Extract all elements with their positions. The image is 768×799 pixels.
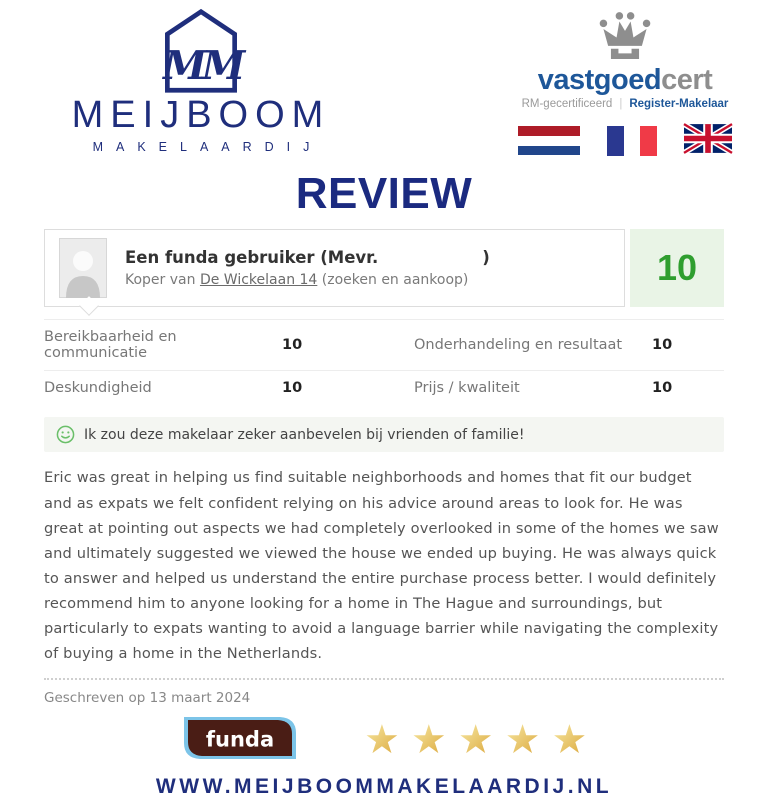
person-avatar-icon [59, 238, 107, 298]
website-url: WWW.MEIJBOOMMAKELAARDIJ.NL [155, 775, 613, 799]
meijboom-logo [36, 8, 366, 154]
uk-flag [684, 124, 732, 157]
meta-suffix: (zoeken en aankoop) [321, 272, 469, 289]
funda-logo-text: funda [205, 727, 275, 752]
rating-value: 10 [282, 337, 303, 354]
rating-item [414, 329, 724, 361]
footer-row [44, 715, 724, 765]
rating-label: Deskundigheid [44, 380, 152, 397]
funda-logo [182, 715, 298, 765]
cert-wordmark [516, 65, 734, 95]
star-rating [364, 717, 588, 764]
rating-item [414, 380, 724, 396]
cert-subtitle [516, 98, 734, 110]
house-monogram-icon [36, 8, 366, 94]
page-title: REVIEW [295, 169, 473, 219]
language-flags [516, 124, 734, 157]
cert-wordmark-secondary: cert [661, 64, 713, 96]
header [0, 0, 768, 157]
meta-prefix: Koper van [125, 272, 196, 289]
star-icon: ★ [364, 717, 400, 764]
property-link[interactable]: De Wickelaan 14 [199, 272, 318, 289]
brand-subtitle: MAKELAARDIJ [92, 140, 323, 154]
rating-item [44, 329, 354, 361]
cert-wordmark-primary: vastgoed [537, 64, 662, 96]
star-icon: ★ [410, 717, 447, 764]
star-icon: ★ [551, 717, 588, 764]
recommendation-text: Ik zou deze makelaar zeker aanbevelen bij vrienden of familie! [84, 426, 525, 443]
rating-value: 10 [652, 380, 673, 397]
star-icon: ★ [457, 717, 494, 764]
rating-table [44, 319, 724, 405]
reviewer-meta [125, 272, 490, 288]
written-date: Geschreven op 13 maart 2024 [44, 690, 251, 707]
review-body-text: Eric was great in helping us find suitable neighborhoods and homes that fit our budget and as expats we felt confident relying on his advice around areas to look for. He was great at pointing out aspects we had completely overlooked in some of the homes we saw and ultimately suggested we viewed the house we ended up buying. He was always quick to answer and helped us understand the entire purchase process better. I would definitely recommend him to anyone looking for a home in The Hague and surroundings, but particularly to expats wanting to avoid a language barrier while navigating the complexity of buying a home in the Netherlands. [44, 469, 719, 663]
reviewer-info [125, 248, 490, 288]
rating-row [44, 320, 724, 371]
reviewer-name-close: ) [482, 248, 490, 268]
crown-icon [516, 10, 734, 63]
rating-label: Bereikbaarheid en communicatie [44, 329, 177, 362]
reviewer-name [125, 248, 490, 267]
rating-row [44, 371, 724, 405]
reviewer-card [44, 229, 625, 307]
monogram-text: MM [163, 43, 241, 90]
star-icon: ★ [504, 717, 541, 764]
rating-item [44, 380, 354, 396]
netherlands-flag [518, 126, 580, 155]
overall-score-badge: 10 [630, 229, 724, 307]
vastgoedcert-logo [516, 8, 734, 157]
review-card [44, 229, 724, 307]
reviewer-name-text: Een funda gebruiker (Mevr. [125, 248, 379, 268]
brand-name: MEIJBOOM [71, 94, 331, 136]
cert-subtitle-divider: | [619, 98, 623, 111]
rating-value: 10 [652, 337, 673, 354]
cert-subtitle-left: RM-gecertificeerd [521, 98, 613, 111]
cert-subtitle-right: Register-Makelaar [629, 98, 729, 111]
rating-label: Prijs / kwaliteit [414, 380, 520, 397]
rating-value: 10 [282, 380, 303, 397]
rating-label: Onderhandeling en resultaat [414, 337, 623, 354]
smiley-icon [56, 425, 75, 444]
recommendation-bar [44, 417, 724, 452]
france-flag [607, 126, 657, 156]
dotted-divider [44, 678, 724, 680]
